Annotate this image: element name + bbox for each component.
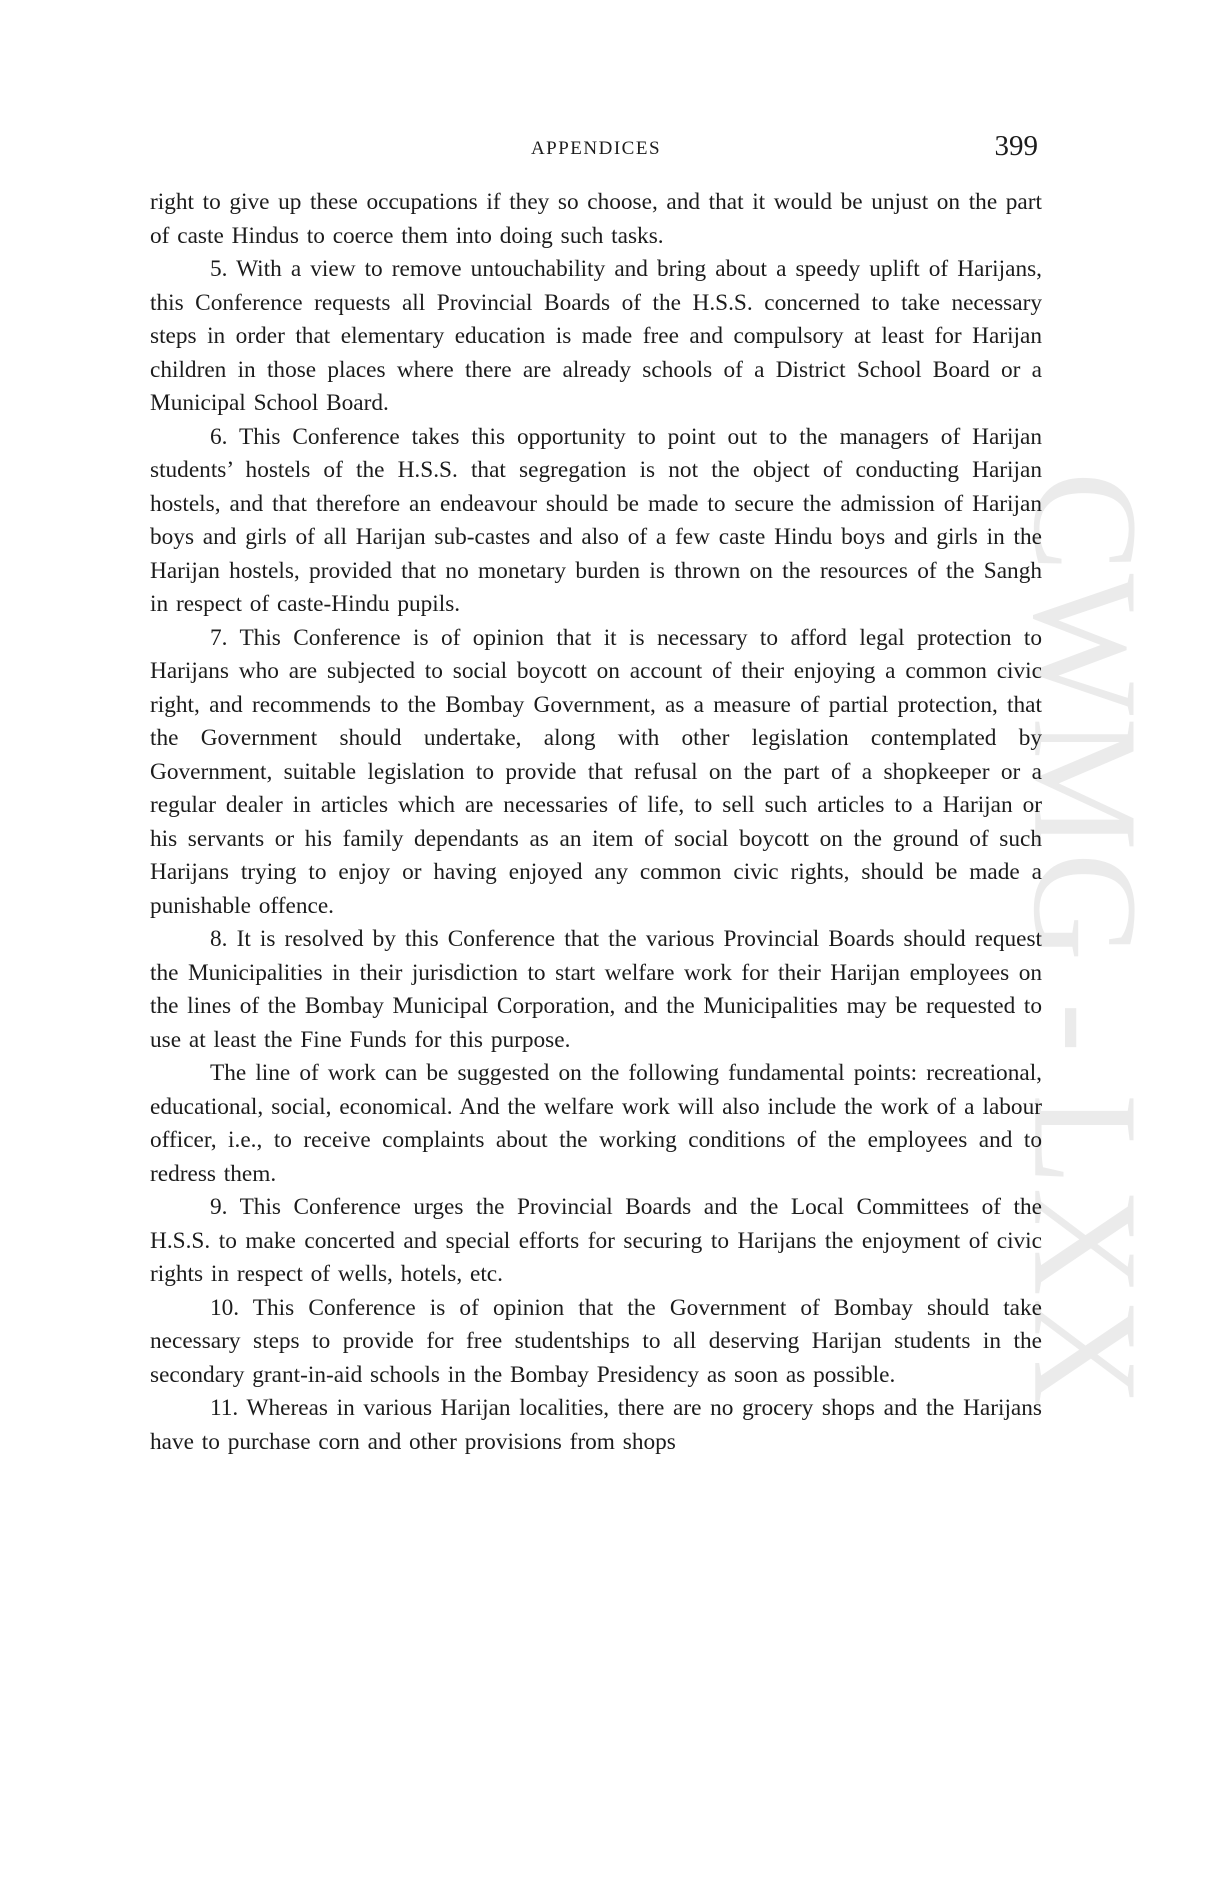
running-head: APPENDICES <box>530 138 662 159</box>
paragraph-resolution-10: 10. This Conference is of opinion that the Government of Bombay should take necessary steps to provide for free studentships to all deserving Harijan students in the secondary grant-in-aid schools in the Bombay Presidency as soon as possible. <box>150 1294 1042 1388</box>
page-number: 399 <box>994 130 1038 162</box>
paragraph-continuation: right to give up these occupations if they so choose, and that it would be unjust on the part of caste Hindus to coerce them into doing such tasks. <box>150 189 1042 249</box>
paragraph-resolution-11: 11. Whereas in various Harijan localities, there are no grocery shops and the Harijans have to purchase corn and other provisions from shops <box>150 1395 1042 1455</box>
paragraph-resolution-8: 8. It is resolved by this Conference that the various Provincial Boards should request the Municipalities in their jurisdiction to start welfare work for their Harijan employees on the lines of the Bombay Municipal Corporation, and the Municipalities may be requested to use at least the Fine Funds for this purpose. <box>150 926 1042 1053</box>
watermark-text: CWMG - LXX <box>1002 471 1168 1409</box>
paragraph-resolution-7: 7. This Conference is of opinion that it is necessary to afford legal protection to Harijans who are subjected to social boycott on account of their enjoying a common civic right, and recommends to the Bombay Government, as a measure of partial protection, that the Government should undertake, along with other legislation contemplated by Government, suitable legislation to provide that refusal on the part of a shopkeeper or a regular dealer in articles which are necessaries of life, to sell such articles to a Harijan or his servants or his family dependants as an item of social boycott on the ground of such Harijans trying to enjoy or having enjoyed any common civic rights, should be made a punishable offence. <box>150 624 1042 919</box>
paragraph-welfare-work: The line of work can be suggested on the following fundamental points: recreational, educational, social, economical. And the welfare work will also include the work of a labour officer, i.e., to receive complaints about the working conditions of the employees and to redress them. <box>150 1060 1042 1187</box>
paragraph-resolution-5: 5. With a view to remove untouchability and bring about a speedy uplift of Harijans, this Conference requests all Provincial Boards of the H.S.S. concerned to take necessary steps in order that elementary education is made free and compulsory at least for Harijan children in those places where there are already schools of a District School Board or a Municipal School Board. <box>150 256 1042 416</box>
page-header <box>150 132 1042 172</box>
paragraph-resolution-9: 9. This Conference urges the Provincial Boards and the Local Committees of the H.S.S. to make concerted and special efforts for securing to Harijans the enjoyment of civic rights in respect of wells, hotels, etc. <box>150 1194 1042 1287</box>
body-text <box>150 186 1042 1459</box>
paragraph-resolution-6: 6. This Conference takes this opportunity to point out to the managers of Harijan students’ hostels of the H.S.S. that segregation is not the object of conducting Harijan hostels, and that therefore an endeavour should be made to secure the admission of Harijan boys and girls of all Harijan sub-castes and also of a few caste Hindu boys and girls in the Harijan hostels, provided that no monetary burden is thrown on the resources of the Sangh in respect of caste-Hindu pupils. <box>150 423 1042 617</box>
